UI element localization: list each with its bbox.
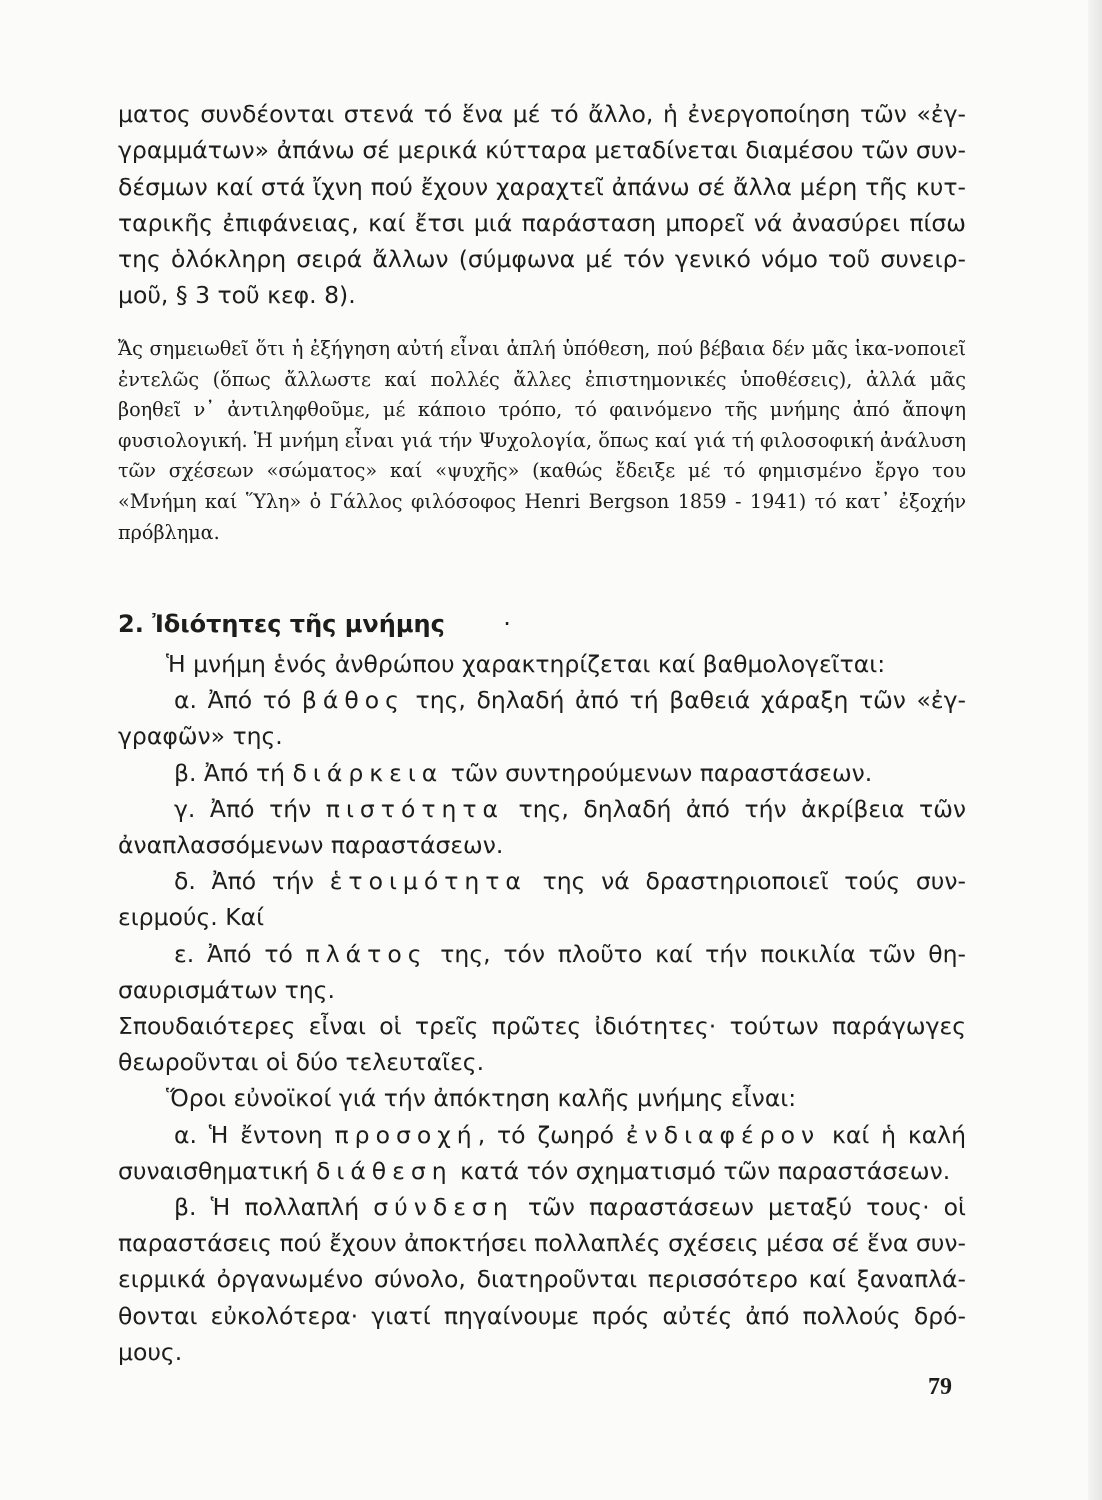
- list-item-e: ε. Ἀπό τό πλάτος της, τόν πλοῦτο καί τήν ποικιλία τῶν θη-σαυρισμάτων της.: [118, 939, 966, 1004]
- section-heading: [118, 610, 511, 638]
- note-paragraph: Ἄς σημειωθεῖ ὅτι ἡ ἐξήγηση αὐτή εἶναι ἁπλή ὑπόθεση, πού βέβαια δέν μᾶς ἱκα-νοποιεῖ ἐντελῶς (ὅπως ἄλλωστε καί πολλές ἄλλες ἐπιστημονικές ὑποθέσεις), ἀλλά μᾶς βοηθεῖ ν᾽ ἀντιληφθοῦμε, μέ κάποιο τρόπο, τό φαινόμενο τῆς μνήμης ἀπό ἄποψη φυσιολογική. Ἡ μνήμη εἶναι γιά τήν Ψυχολογία, ὅπως καί γιά τή φιλοσοφική ἀνάλυση τῶν σχέσεων «σώματος» καί «ψυχῆς» (καθώς ἔδειξε μέ τό φημισμένο ἔργο του «Μνήμη καί Ὕλη» ὁ Γάλλος φιλόσοφος Henri Bergson 1859 - 1941) τό κατ᾽ ἐξοχήν πρόβλημα.: [118, 337, 966, 544]
- spaced-term: διάθεση: [315, 1156, 453, 1185]
- intro-paragraph: Ἡ μνήμη ἑνός ἀνθρώπου χαρακτηρίζεται καί βαθμολογεῖται:: [166, 650, 886, 678]
- continued-paragraph: ματος συνδέονται στενά τό ἕνα μέ τό ἄλλο, ἡ ἐνεργοποίηση τῶν «ἐγ-γραμμάτων» ἀπάνω σέ μερικά κύτταρα μεταδίνεται διαμέσου τῶν συν-δέσμων καί στά ἴχνη πού ἔχουν χαραχτεῖ ἀπάνω σέ ἄλλα μέρη τῆς κυτ-ταρικῆς ἐπιφάνειας, καί ἔτσι μιά παράσταση μπορεῖ νά ἀνασύρει πίσω της ὁλόκληρη σειρά ἄλλων (σύμφωνα μέ τόν γενικό νόμο τοῦ συνειρ-μοῦ, § 3 τοῦ κεφ. 8).: [118, 100, 966, 310]
- section-body: [118, 646, 966, 1370]
- page-number: 79: [928, 1374, 952, 1400]
- importance-paragraph: Σπουδαιότερες εἶναι οἱ τρεῖς πρῶτες ἰδιότητες· τούτων παράγωγες θεωροῦνται οἱ δύο τελευταῖες.: [118, 1012, 966, 1077]
- list-item-d: δ. Ἀπό τήν ἑτοιμότητα της νά δραστηριοποιεῖ τούς συν-ειρμούς. Καί: [118, 867, 967, 932]
- section-title: Ἰδιότητες τῆς μνήμης: [152, 610, 445, 638]
- spaced-term: πλάτος: [305, 939, 428, 968]
- spaced-term: πιστότητα: [325, 794, 504, 823]
- spaced-term: σύνδεση: [373, 1193, 514, 1222]
- page-edge-shadow: [1088, 0, 1102, 1500]
- spaced-term: ἐνδιαφέρον: [625, 1120, 821, 1149]
- spaced-term: προσοχή: [334, 1120, 478, 1149]
- condition-item-a: α. Ἡ ἔντονη προσοχή, τό ζωηρό ἐνδιαφέρον καί ἡ καλή συναισθηματική διάθεση κατά τόν σχηματισμό τῶν παραστάσεων.: [118, 1120, 966, 1185]
- condition-item-b: β. Ἡ πολλαπλή σύνδεση τῶν παραστάσεων μεταξύ τους· οἱ παραστάσεις πού ἔχουν ἀποκτήσει πολλαπλές σχέσεις μέσα σέ ἕνα συν-ειρμικά ὀργανωμένο σύνολο, διατηροῦνται περισσότερο καί ξαναπλά-θονται εὐκολότερα· γιατί πηγαίνουμε πρός αὐτές ἀπό πολλούς δρό-μους.: [118, 1193, 966, 1366]
- conditions-paragraph: Ὅροι εὐνοϊκοί γιά τήν ἀπόκτηση καλῆς μνήμης εἶναι:: [166, 1084, 797, 1113]
- section-number: 2.: [118, 610, 144, 638]
- spaced-term: διάρκεια: [292, 758, 444, 787]
- list-item-b: β. Ἀπό τή διάρκεια τῶν συντηρούμενων παραστάσεων.: [174, 758, 873, 787]
- spaced-term: βάθος: [301, 686, 405, 715]
- list-item-c: γ. Ἀπό τήν πιστότητα της, δηλαδή ἀπό τήν ἀκρίβεια τῶν ἀναπλασσόμενων παραστάσεων.: [118, 794, 967, 860]
- heading-mark: ·: [503, 610, 511, 638]
- spaced-term: ἑτοιμότητα: [329, 867, 527, 896]
- list-item-a: α. Ἀπό τό βάθος της, δηλαδή ἀπό τή βαθειά χάραξη τῶν «ἐγ-γραφῶν» της.: [118, 686, 967, 751]
